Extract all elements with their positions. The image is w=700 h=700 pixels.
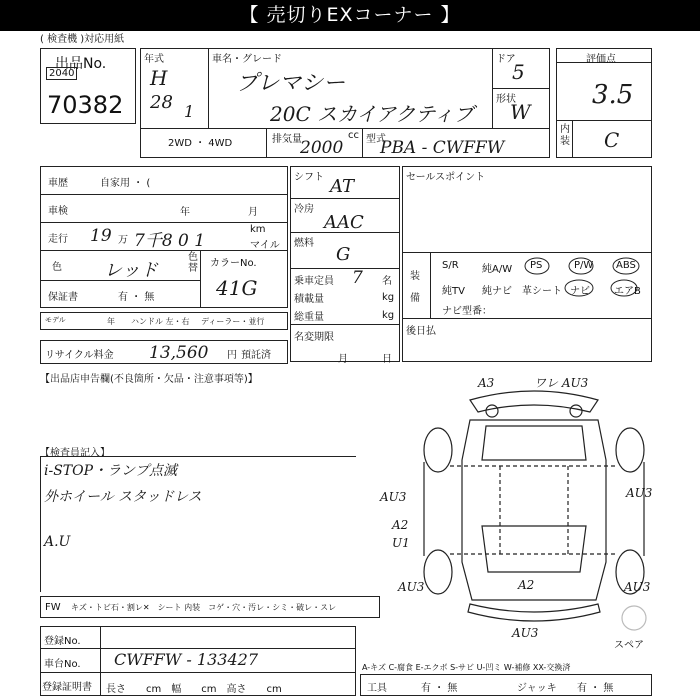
- door-label: ドア: [496, 54, 516, 65]
- change-month-unit: 月: [338, 354, 348, 365]
- color-change-label: 色替: [188, 252, 198, 274]
- damage-mark: AU3: [624, 580, 651, 594]
- man-unit: 万: [118, 235, 128, 246]
- navi-type-label: ナビ型番：: [442, 306, 492, 317]
- weight-unit: kg: [382, 310, 395, 321]
- recycle-value: 13,560: [149, 343, 209, 363]
- year-value: 28: [150, 92, 173, 113]
- fw-label: FW: [45, 602, 61, 613]
- inspection-month-unit: 月: [248, 207, 258, 218]
- shift-value: AT: [330, 176, 355, 197]
- year-era: H: [150, 66, 168, 90]
- color-label: 色: [52, 262, 62, 273]
- shift-label: シフト: [294, 172, 324, 183]
- damage-mark: AU3: [626, 486, 653, 500]
- grade: 20C スカイアクティブ: [270, 102, 474, 126]
- damage-legend: A-キズ C-腐食 E-エクボ S-サビ U-凹ミ W-補修 XX-交換済: [362, 663, 571, 672]
- shape-label: 形状: [496, 94, 516, 105]
- cc-unit: cc: [348, 130, 359, 141]
- month-value: 1: [184, 102, 195, 121]
- chassis-label: 車台No.: [44, 659, 81, 670]
- load-label: 積載量: [294, 294, 324, 305]
- yen-unit: 円: [227, 350, 237, 361]
- spare-label: スペア: [614, 640, 644, 651]
- change-day-unit: 日: [382, 354, 392, 365]
- tools-label: 工具: [367, 683, 387, 694]
- aircon-label: 冷房: [294, 204, 314, 215]
- car-name-label: 車名・グレード: [212, 54, 282, 65]
- car-name: プレマシー: [236, 71, 346, 96]
- option-navi: 純ナビ: [482, 286, 512, 297]
- tools-value: 有 ・ 無: [421, 683, 458, 694]
- damage-mark: A3: [478, 376, 495, 390]
- page-header: 【 売切りEXコーナー 】: [0, 0, 700, 31]
- fuel-value: G: [336, 244, 351, 265]
- declaration-label: 【出品店申告欄(不良箇所・欠品・注意事項等)】: [40, 374, 258, 385]
- damage-mark: AU3: [398, 580, 425, 594]
- load-unit: kg: [382, 292, 395, 303]
- option-airbag: エアB: [614, 286, 641, 297]
- model-value: PBA - CWFFW: [380, 138, 505, 158]
- mileage-man: 19: [90, 226, 112, 246]
- fw-row: [40, 596, 380, 618]
- option-ps: PS: [530, 260, 543, 271]
- option-abs: ABS: [616, 260, 636, 271]
- inspection-label: 車検: [48, 206, 68, 217]
- km-unit: km: [250, 224, 266, 235]
- jack-label: ジャッキ: [517, 683, 557, 694]
- tools-row: [360, 674, 652, 696]
- interior-label: 内装: [560, 124, 570, 147]
- displacement-value: 2000: [300, 138, 344, 158]
- lot-box: [40, 48, 136, 124]
- mile-unit: マイル: [250, 240, 280, 251]
- displacement-label: 排気量: [272, 134, 302, 145]
- damage-mark: ワレ AU3: [534, 376, 589, 390]
- sales-point-label: セールスポイント: [406, 172, 486, 183]
- mileage-rest: 7千8 0 1: [134, 231, 206, 251]
- damage-mark: A2: [392, 518, 409, 532]
- lot-number: 70382: [47, 91, 124, 119]
- inspector-note-1: i-STOP・ランプ点滅: [44, 463, 178, 479]
- color-no-label: カラーNo.: [210, 258, 257, 269]
- inspector-note-2: 外ホイール スタッドレス: [44, 489, 202, 505]
- person-unit: 名: [382, 276, 392, 287]
- mileage-label: 走行: [48, 234, 68, 245]
- score-label: 評価点: [586, 54, 616, 65]
- damage-mark: AU3: [380, 490, 407, 504]
- inspector-label: 【検査員記入】: [40, 448, 110, 459]
- history-label: 車歴: [48, 178, 68, 189]
- model-row: モデル 年 ハンドル 左・右 ディーラー・並行: [40, 312, 288, 330]
- option-circles: [434, 256, 650, 300]
- recycle-label: リサイクル料金: [45, 350, 114, 361]
- option-tv: 純TV: [442, 286, 465, 297]
- door-value: 5: [512, 60, 525, 84]
- recycle-row: [40, 340, 288, 364]
- score-value: 3.5: [592, 80, 634, 110]
- warranty-label: 保証書: [48, 292, 78, 303]
- car-diagram: [400, 376, 668, 646]
- lot-label: 出品No.: [55, 56, 107, 72]
- damage-mark: U1: [392, 536, 410, 550]
- later-label: 後日払: [406, 326, 436, 337]
- damage-mark: A2: [518, 578, 535, 592]
- capacity-value: 7: [352, 268, 363, 288]
- expiry-label: 登録証明書: [42, 682, 92, 693]
- year-label: 年式: [144, 54, 164, 65]
- drive-type: 2WD ・ 4WD: [168, 138, 233, 149]
- jack-value: 有 ・ 無: [577, 683, 614, 694]
- change-date-label: 名変期限: [294, 332, 334, 343]
- option-sr: S/R: [442, 260, 459, 271]
- weight-label: 総重量: [294, 312, 324, 323]
- chassis-value: CWFFW - 133427: [114, 650, 258, 669]
- option-leather: 革シート: [522, 286, 562, 297]
- shape-value: W: [510, 100, 531, 124]
- lot-code: 2040: [46, 67, 77, 80]
- warranty-value: 有 ・ 無: [118, 292, 155, 303]
- option-pw: P/W: [574, 260, 594, 271]
- option-ext-navi: ナビ: [570, 286, 590, 297]
- interior-value: C: [604, 128, 620, 152]
- deposit-label: 預託済: [241, 350, 271, 361]
- inspector-note-3: A.U: [44, 534, 71, 550]
- registration-label: 登録No.: [44, 636, 81, 647]
- damage-mark: AU3: [512, 626, 539, 640]
- expiry-row: 長さ cm 幅 cm 高さ cm: [106, 684, 282, 695]
- color-value: レッド: [104, 260, 158, 281]
- fuel-label: 燃料: [294, 238, 314, 249]
- history-value: 自家用 ・ (: [100, 178, 151, 189]
- form-note: ( 検査機 )対応用紙: [40, 34, 125, 45]
- color-no-value: 41G: [216, 276, 258, 300]
- model-label: 型式: [366, 134, 386, 145]
- equipment-label: 装備: [410, 271, 420, 304]
- aircon-value: AAC: [324, 212, 364, 233]
- option-aw: 純A/W: [482, 264, 513, 275]
- capacity-label: 乗車定員: [294, 276, 334, 287]
- fw-items: キズ・トビ石・割レ✕ シート 内装 コゲ・穴・汚レ・シミ・破レ・スレ: [71, 603, 337, 612]
- inspection-year-unit: 年: [180, 207, 190, 218]
